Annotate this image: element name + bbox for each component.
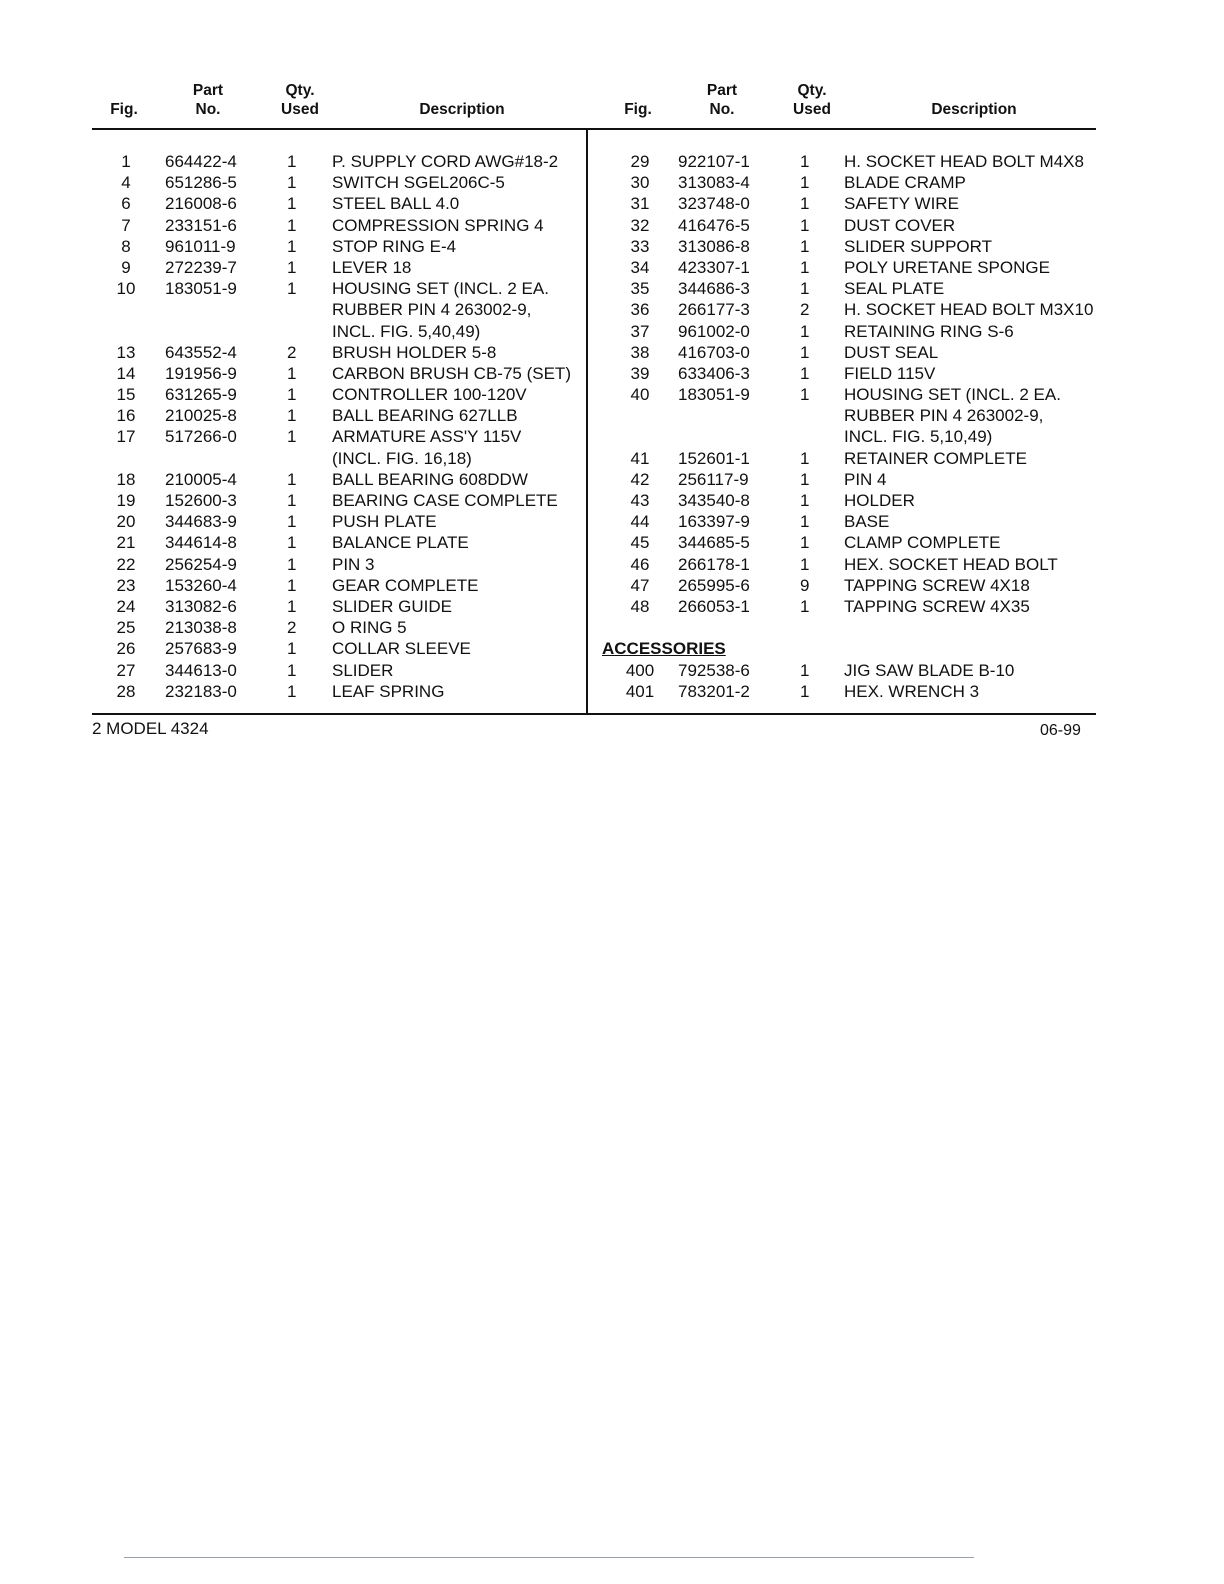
part-fig: 8 bbox=[121, 236, 131, 256]
part-fig: 29 bbox=[630, 152, 650, 171]
qty-used: 1 bbox=[287, 575, 297, 595]
part-number: 792538-6 bbox=[678, 660, 750, 680]
qty-used: 1 bbox=[287, 363, 297, 383]
table-row bbox=[598, 342, 1098, 363]
part-description: P. SUPPLY CORD AWG#18-2 bbox=[332, 152, 559, 171]
qty-used: 1 bbox=[287, 152, 297, 171]
table-bottom-rule bbox=[92, 713, 1096, 715]
part-number: 783201-2 bbox=[678, 681, 750, 701]
part-description: RUBBER PIN 4 263002-9, bbox=[332, 300, 532, 320]
table-row bbox=[92, 426, 592, 447]
part-description: HEX. WRENCH 3 bbox=[844, 681, 980, 701]
header-qty-line1: Qty. bbox=[797, 82, 827, 99]
table-row bbox=[598, 257, 1098, 278]
table-row bbox=[598, 236, 1098, 257]
qty-used: 1 bbox=[287, 215, 297, 235]
part-fig: 400 bbox=[625, 660, 655, 680]
table-row bbox=[598, 405, 1098, 426]
right-parts-column bbox=[598, 151, 1098, 702]
table-row bbox=[92, 236, 592, 257]
table-row bbox=[598, 575, 1098, 596]
part-number: 344685-5 bbox=[678, 533, 750, 553]
part-description: GEAR COMPLETE bbox=[332, 575, 479, 595]
header-qty-left bbox=[270, 81, 330, 119]
blank-row bbox=[598, 617, 1098, 638]
part-description: CLAMP COMPLETE bbox=[844, 533, 1001, 553]
qty-used: 1 bbox=[287, 406, 297, 426]
table-row bbox=[598, 490, 1098, 511]
part-fig: 16 bbox=[116, 406, 136, 426]
table-row bbox=[92, 363, 592, 384]
part-number: 323748-0 bbox=[678, 194, 750, 214]
part-fig: 42 bbox=[630, 469, 650, 489]
table-row bbox=[92, 660, 592, 681]
part-fig: 1 bbox=[121, 152, 131, 171]
table-row bbox=[92, 448, 592, 469]
part-number: 631265-9 bbox=[165, 385, 237, 405]
part-number: 233151-6 bbox=[165, 215, 237, 235]
part-description: SEAL PLATE bbox=[844, 279, 945, 299]
header-rule bbox=[92, 128, 1096, 130]
part-number: 344614-8 bbox=[165, 533, 237, 553]
table-row bbox=[598, 469, 1098, 490]
table-row bbox=[598, 172, 1098, 193]
table-row bbox=[92, 172, 592, 193]
header-description-left: Description bbox=[419, 101, 505, 118]
part-description: SAFETY WIRE bbox=[844, 194, 959, 214]
part-fig: 9 bbox=[121, 257, 131, 277]
part-number: 517266-0 bbox=[165, 427, 237, 447]
part-description: HEX. SOCKET HEAD BOLT bbox=[844, 554, 1058, 574]
part-number: 664422-4 bbox=[165, 152, 237, 171]
part-fig: 33 bbox=[630, 236, 650, 256]
table-row bbox=[598, 596, 1098, 617]
qty-used: 1 bbox=[800, 554, 810, 574]
qty-used: 1 bbox=[287, 554, 297, 574]
part-description: STOP RING E-4 bbox=[332, 236, 457, 256]
part-fig: 13 bbox=[116, 342, 136, 362]
qty-used: 1 bbox=[287, 469, 297, 489]
part-description: COLLAR SLEEVE bbox=[332, 639, 471, 659]
header-part-line1: Part bbox=[706, 82, 738, 99]
part-fig: 24 bbox=[116, 596, 136, 616]
table-header bbox=[92, 80, 1096, 128]
part-number: 961002-0 bbox=[678, 321, 750, 341]
table-row bbox=[598, 532, 1098, 553]
qty-used: 1 bbox=[800, 469, 810, 489]
header-part-left bbox=[178, 81, 238, 119]
header-part-line1: Part bbox=[192, 82, 224, 99]
table-row bbox=[92, 215, 592, 236]
part-number: 152601-1 bbox=[678, 448, 750, 468]
part-description: JIG SAW BLADE B-10 bbox=[844, 660, 1015, 680]
qty-used: 1 bbox=[800, 448, 810, 468]
accessories-heading: ACCESSORIES bbox=[602, 639, 726, 659]
part-description: TAPPING SCREW 4X18 bbox=[844, 575, 1030, 595]
part-description: RETAINER COMPLETE bbox=[844, 448, 1027, 468]
qty-used: 1 bbox=[287, 385, 297, 405]
part-description: TAPPING SCREW 4X35 bbox=[844, 596, 1030, 616]
part-number: 961011-9 bbox=[165, 236, 236, 256]
part-description: ARMATURE ASS'Y 115V bbox=[332, 427, 522, 447]
part-fig: 401 bbox=[625, 681, 655, 701]
part-fig: 37 bbox=[630, 321, 650, 341]
part-description: CARBON BRUSH CB-75 (SET) bbox=[332, 363, 571, 383]
part-fig: 15 bbox=[116, 385, 136, 405]
part-number: 313082-6 bbox=[165, 596, 237, 616]
qty-used: 1 bbox=[800, 236, 810, 256]
qty-used: 1 bbox=[800, 533, 810, 553]
qty-used: 1 bbox=[287, 279, 297, 299]
qty-used: 1 bbox=[287, 533, 297, 553]
header-fig-left: Fig. bbox=[110, 101, 138, 118]
part-description: CONTROLLER 100-120V bbox=[332, 385, 527, 405]
part-fig: 17 bbox=[116, 427, 136, 447]
part-description: BALL BEARING 627LLB bbox=[332, 406, 518, 426]
qty-used: 1 bbox=[287, 173, 297, 193]
part-fig: 27 bbox=[116, 660, 136, 680]
table-row bbox=[598, 511, 1098, 532]
part-description: FIELD 115V bbox=[844, 363, 936, 383]
part-description: HOUSING SET (INCL. 2 EA. bbox=[844, 385, 1061, 405]
part-description: O RING 5 bbox=[332, 618, 407, 638]
part-fig: 45 bbox=[630, 533, 650, 553]
part-fig: 46 bbox=[630, 554, 650, 574]
qty-used: 1 bbox=[800, 279, 810, 299]
part-fig: 41 bbox=[630, 448, 650, 468]
table-row bbox=[598, 193, 1098, 214]
part-fig: 43 bbox=[630, 491, 650, 510]
part-fig: 6 bbox=[121, 194, 131, 214]
table-row bbox=[92, 638, 592, 659]
qty-used: 1 bbox=[287, 427, 297, 447]
part-fig: 30 bbox=[630, 173, 650, 193]
part-number: 266177-3 bbox=[678, 300, 750, 320]
part-number: 643552-4 bbox=[165, 342, 237, 362]
footer-model: 2 MODEL 4324 bbox=[92, 719, 209, 738]
qty-used: 1 bbox=[800, 596, 810, 616]
part-fig: 7 bbox=[121, 215, 131, 235]
table-row bbox=[92, 257, 592, 278]
part-number: 633406-3 bbox=[678, 363, 750, 383]
qty-used: 1 bbox=[287, 681, 297, 701]
part-description: HOLDER bbox=[844, 491, 915, 510]
part-number: 416476-5 bbox=[678, 215, 750, 235]
part-number: 183051-9 bbox=[678, 385, 750, 405]
part-fig: 22 bbox=[116, 554, 136, 574]
part-fig: 23 bbox=[116, 575, 136, 595]
part-number: 216008-6 bbox=[165, 194, 237, 214]
parts-list-sheet bbox=[92, 80, 1096, 701]
part-fig: 20 bbox=[116, 512, 136, 532]
qty-used: 1 bbox=[800, 363, 810, 383]
table-row bbox=[598, 299, 1098, 320]
part-description: LEVER 18 bbox=[332, 257, 412, 277]
part-number: 163397-9 bbox=[678, 512, 750, 532]
part-description: H. SOCKET HEAD BOLT M4X8 bbox=[844, 152, 1084, 171]
table-row bbox=[92, 321, 592, 342]
part-fig: 36 bbox=[630, 300, 650, 320]
part-description: PIN 3 bbox=[332, 554, 375, 574]
table-row bbox=[92, 511, 592, 532]
part-fig: 40 bbox=[630, 385, 650, 405]
part-fig: 34 bbox=[630, 257, 650, 277]
part-number: 191956-9 bbox=[165, 363, 237, 383]
table-row bbox=[92, 151, 592, 172]
scan-artifact-line bbox=[124, 1557, 974, 1558]
part-description: SLIDER GUIDE bbox=[332, 596, 452, 616]
table-row bbox=[92, 193, 592, 214]
qty-used: 2 bbox=[287, 618, 297, 638]
qty-used: 1 bbox=[800, 194, 810, 214]
part-description: PIN 4 bbox=[844, 469, 887, 489]
qty-used: 2 bbox=[287, 342, 297, 362]
accessories-heading-row bbox=[598, 638, 1098, 659]
part-number: 313086-8 bbox=[678, 236, 750, 256]
part-description: SLIDER SUPPORT bbox=[844, 236, 993, 256]
table-row bbox=[92, 469, 592, 490]
part-description: RETAINING RING S-6 bbox=[844, 321, 1014, 341]
table-row bbox=[92, 384, 592, 405]
header-part-line2: No. bbox=[709, 101, 735, 118]
table-row bbox=[92, 278, 592, 299]
header-qty-line2: Used bbox=[793, 101, 831, 118]
part-number: 256117-9 bbox=[678, 469, 749, 489]
header-qty-line1: Qty. bbox=[285, 82, 315, 99]
part-number: 183051-9 bbox=[165, 279, 237, 299]
part-number: 344683-9 bbox=[165, 512, 237, 532]
qty-used: 1 bbox=[800, 215, 810, 235]
header-fig-right: Fig. bbox=[624, 101, 652, 118]
part-description: RUBBER PIN 4 263002-9, bbox=[844, 406, 1044, 426]
part-fig: 14 bbox=[116, 363, 136, 383]
part-number: 210025-8 bbox=[165, 406, 237, 426]
part-description: INCL. FIG. 5,10,49) bbox=[844, 427, 993, 447]
qty-used: 1 bbox=[287, 257, 297, 277]
qty-used: 1 bbox=[287, 596, 297, 616]
qty-used: 1 bbox=[287, 194, 297, 214]
part-fig: 28 bbox=[116, 681, 136, 701]
part-description: LEAF SPRING bbox=[332, 681, 445, 701]
table-row bbox=[598, 384, 1098, 405]
table-row bbox=[598, 151, 1098, 172]
qty-used: 1 bbox=[287, 660, 297, 680]
part-number: 266178-1 bbox=[678, 554, 750, 574]
part-number: 213038-8 bbox=[165, 618, 237, 638]
table-row bbox=[598, 363, 1098, 384]
part-description: H. SOCKET HEAD BOLT M3X10 bbox=[844, 300, 1094, 320]
part-number: 313083-4 bbox=[678, 173, 750, 193]
qty-used: 1 bbox=[800, 681, 810, 701]
part-number: 423307-1 bbox=[678, 257, 750, 277]
part-fig: 35 bbox=[630, 279, 650, 299]
part-description: DUST COVER bbox=[844, 215, 956, 235]
table-row bbox=[92, 405, 592, 426]
part-description: BALL BEARING 608DDW bbox=[332, 469, 528, 489]
qty-used: 9 bbox=[800, 575, 810, 595]
part-number: 343540-8 bbox=[678, 491, 750, 510]
part-number: 922107-1 bbox=[678, 152, 750, 171]
part-fig: 10 bbox=[116, 279, 136, 299]
part-description: POLY URETANE SPONGE bbox=[844, 257, 1050, 277]
footer-date: 06-99 bbox=[1040, 722, 1081, 739]
qty-used: 1 bbox=[287, 491, 297, 510]
part-number: 210005-4 bbox=[165, 469, 237, 489]
part-description: PUSH PLATE bbox=[332, 512, 437, 532]
header-qty-right bbox=[782, 81, 842, 119]
part-fig: 25 bbox=[116, 618, 136, 638]
part-number: 416703-0 bbox=[678, 342, 750, 362]
table-row bbox=[598, 448, 1098, 469]
table-row bbox=[598, 554, 1098, 575]
part-fig: 19 bbox=[116, 491, 136, 510]
table-row bbox=[92, 554, 592, 575]
header-part-line2: No. bbox=[195, 101, 221, 118]
part-description: SWITCH SGEL206C-5 bbox=[332, 173, 505, 193]
qty-used: 1 bbox=[800, 491, 810, 510]
part-description: HOUSING SET (INCL. 2 EA. bbox=[332, 279, 549, 299]
part-description: STEEL BALL 4.0 bbox=[332, 194, 460, 214]
part-fig: 21 bbox=[116, 533, 136, 553]
part-fig: 32 bbox=[630, 215, 650, 235]
part-number: 152600-3 bbox=[165, 491, 237, 510]
part-number: 232183-0 bbox=[165, 681, 237, 701]
part-description: BRUSH HOLDER 5-8 bbox=[332, 342, 497, 362]
table-row bbox=[92, 299, 592, 320]
part-number: 256254-9 bbox=[165, 554, 237, 574]
part-description: BASE bbox=[844, 512, 890, 532]
qty-used: 1 bbox=[800, 660, 810, 680]
part-number: 272239-7 bbox=[165, 257, 237, 277]
qty-used: 1 bbox=[800, 512, 810, 532]
part-description: SLIDER bbox=[332, 660, 394, 680]
qty-used: 1 bbox=[287, 512, 297, 532]
table-row bbox=[92, 617, 592, 638]
qty-used: 2 bbox=[800, 300, 810, 320]
part-description: INCL. FIG. 5,40,49) bbox=[332, 321, 481, 341]
part-number: 344613-0 bbox=[165, 660, 237, 680]
qty-used: 1 bbox=[800, 321, 810, 341]
table-row bbox=[598, 278, 1098, 299]
part-description: BLADE CRAMP bbox=[844, 173, 966, 193]
part-fig: 38 bbox=[630, 342, 650, 362]
part-fig: 39 bbox=[630, 363, 650, 383]
part-number: 344686-3 bbox=[678, 279, 750, 299]
part-description: DUST SEAL bbox=[844, 342, 939, 362]
part-fig: 31 bbox=[630, 194, 650, 214]
table-row bbox=[92, 532, 592, 553]
part-description: BALANCE PLATE bbox=[332, 533, 469, 553]
part-number: 266053-1 bbox=[678, 596, 750, 616]
part-number: 265995-6 bbox=[678, 575, 750, 595]
header-part-right bbox=[692, 81, 752, 119]
qty-used: 1 bbox=[800, 152, 810, 171]
part-fig: 26 bbox=[116, 639, 136, 659]
part-fig: 18 bbox=[116, 469, 136, 489]
table-row bbox=[598, 681, 1098, 702]
part-number: 257683-9 bbox=[165, 639, 237, 659]
part-description: COMPRESSION SPRING 4 bbox=[332, 215, 544, 235]
header-description-right: Description bbox=[931, 101, 1017, 118]
table-row bbox=[92, 490, 592, 511]
part-fig: 44 bbox=[630, 512, 650, 532]
qty-used: 1 bbox=[800, 173, 810, 193]
table-row bbox=[598, 660, 1098, 681]
part-fig: 47 bbox=[630, 575, 650, 595]
qty-used: 1 bbox=[287, 236, 297, 256]
qty-used: 1 bbox=[800, 342, 810, 362]
part-description: BEARING CASE COMPLETE bbox=[332, 491, 558, 510]
left-parts-column bbox=[92, 151, 592, 702]
table-row bbox=[92, 342, 592, 363]
table-row bbox=[598, 215, 1098, 236]
table-row bbox=[92, 575, 592, 596]
table-row bbox=[92, 681, 592, 702]
qty-used: 1 bbox=[800, 257, 810, 277]
qty-used: 1 bbox=[800, 385, 810, 405]
part-number: 153260-4 bbox=[165, 575, 237, 595]
qty-used: 1 bbox=[287, 639, 297, 659]
part-fig: 48 bbox=[630, 596, 650, 616]
header-qty-line2: Used bbox=[281, 101, 319, 118]
table-row bbox=[598, 426, 1098, 447]
table-row bbox=[92, 596, 592, 617]
table-row bbox=[598, 321, 1098, 342]
part-number: 651286-5 bbox=[165, 173, 237, 193]
part-description: (INCL. FIG. 16,18) bbox=[332, 448, 472, 468]
part-fig: 4 bbox=[121, 173, 131, 193]
